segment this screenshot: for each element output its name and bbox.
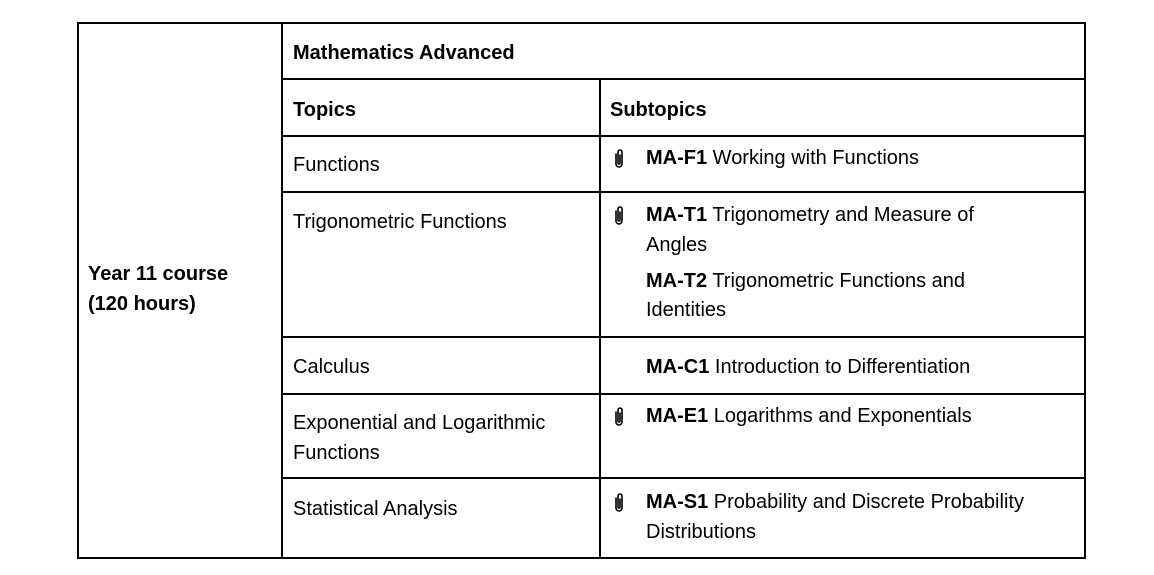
paperclip-icon[interactable]: [612, 406, 626, 428]
row-divider: [281, 191, 1086, 193]
paperclip-icon[interactable]: [612, 492, 626, 514]
subtopic-entry: [646, 266, 965, 296]
subtopics-header: Subtopics: [610, 99, 707, 121]
topic-name: Functions: [293, 154, 380, 176]
column-divider-topics: [599, 79, 601, 559]
row-divider: [281, 135, 1086, 137]
topic-name: Exponential and Logarithmic: [293, 412, 546, 434]
subtopic-title: Trigonometry and Measure of: [712, 204, 974, 226]
subtopic-code: MA-S1: [646, 491, 709, 513]
topics-header: Topics: [293, 99, 356, 121]
subtopic-title-cont: Identities: [646, 299, 727, 321]
subtopic-title-cont: Distributions: [646, 521, 757, 543]
subtopic-title: Logarithms and Exponentials: [713, 405, 972, 427]
subtopic-entry: [646, 401, 972, 431]
row-divider: [281, 78, 1086, 80]
subtopic-code: MA-E1: [646, 405, 709, 427]
subtopic-entry: [646, 487, 1024, 517]
course-label-line2: (120 hours): [88, 293, 196, 315]
subtopic-title: Trigonometric Functions and: [712, 270, 966, 292]
row-divider: [281, 336, 1086, 338]
topic-name: Calculus: [293, 356, 370, 378]
course-label-line1: Year 11 course: [88, 263, 229, 285]
topic-name-cont: Functions: [293, 442, 380, 464]
subtopic-entry: [646, 352, 970, 382]
subtopic-entry: [646, 200, 974, 230]
subtopic-code: MA-C1: [646, 356, 710, 378]
paperclip-icon[interactable]: [612, 205, 626, 227]
subtopic-title: Introduction to Differentiation: [714, 356, 971, 378]
subtopic-title: Working with Functions: [712, 147, 920, 169]
topic-name: Trigonometric Functions: [293, 211, 507, 233]
paperclip-icon[interactable]: [612, 148, 626, 170]
subtopic-code: MA-T1: [646, 204, 708, 226]
row-divider: [281, 477, 1086, 479]
subtopic-code: MA-F1: [646, 147, 708, 169]
subtopic-title: Probability and Discrete Probability: [713, 491, 1024, 513]
row-divider: [281, 393, 1086, 395]
topic-name: Statistical Analysis: [293, 498, 458, 520]
subtopic-title-cont: Angles: [646, 234, 708, 256]
subtopic-entry: [646, 143, 919, 173]
subtopic-code: MA-T2: [646, 270, 708, 292]
subject-title: Mathematics Advanced: [293, 42, 515, 64]
